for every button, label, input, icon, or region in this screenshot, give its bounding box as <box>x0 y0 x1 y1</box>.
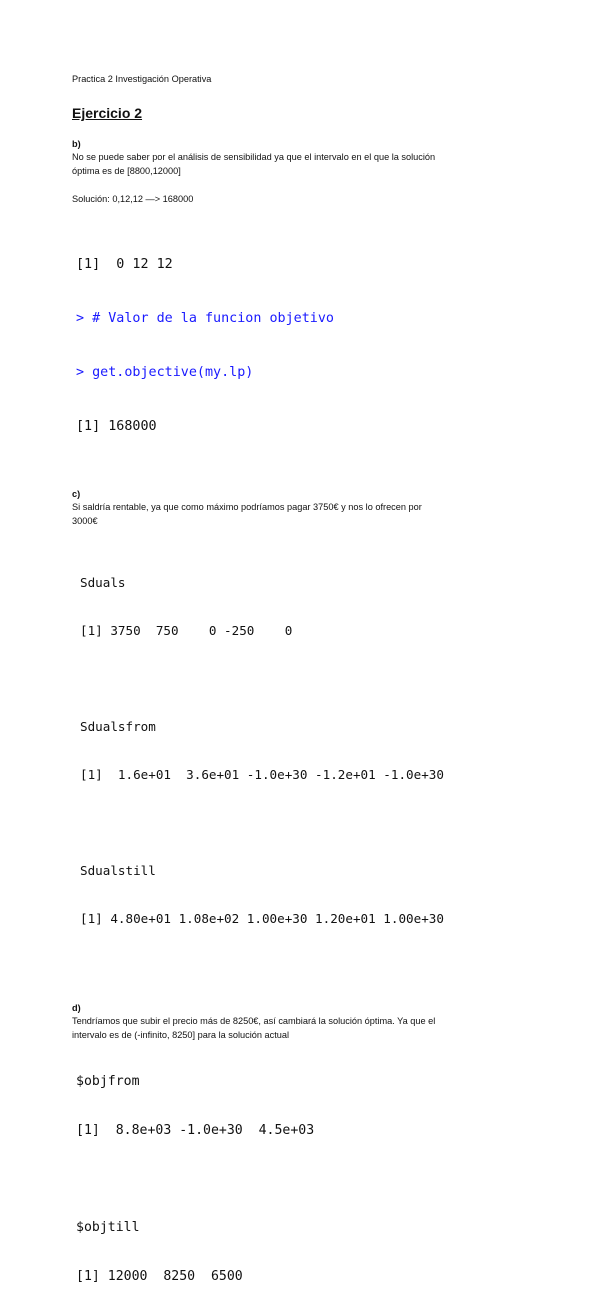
code-objtill-name: $objtill <box>76 1220 140 1235</box>
section-d-paragraph-line1: Tendríamos que subir el precio más de 8250€, así cambiará la solución óptima. Ya que el <box>72 1016 436 1026</box>
code-objtill-values: [1] 12000 8250 6500 <box>76 1269 243 1284</box>
code-objfrom-name: $objfrom <box>76 1074 140 1089</box>
section-d-label: d) <box>72 1003 81 1013</box>
section-c-paragraph-line2: 3000€ <box>72 516 98 526</box>
section-c-label: c) <box>72 489 81 499</box>
section-d-code-block <box>76 1042 532 1316</box>
section-b-paragraph-line1: No se puede saber por el análisis de sensibilidad ya que el intervalo en el que la solución <box>72 152 436 162</box>
code-dualstill-name: Sdualstill <box>80 863 156 878</box>
page-header: Practica 2 Investigación Operativa <box>72 74 212 84</box>
page-title: Ejercicio 2 <box>72 105 143 121</box>
code-gap <box>80 670 532 688</box>
section-b-label: b) <box>72 139 81 149</box>
code-dualstill-values: [1] 4.80e+01 1.08e+02 1.00e+30 1.20e+01 1.00e+30 <box>80 911 444 926</box>
section-d <box>72 1002 532 1316</box>
code-dualsfrom-name: Sdualsfrom <box>80 719 156 734</box>
code-objfrom-values: [1] 8.8e+03 -1.0e+30 4.5e+03 <box>76 1123 315 1138</box>
code-gap <box>76 1170 532 1188</box>
code-output-line: [1] 168000 <box>76 419 157 434</box>
section-b-solution: Solución: 0,12,12 —> 168000 <box>72 194 194 204</box>
code-comment-line: > # Valor de la funcion objetivo <box>76 311 334 326</box>
code-gap <box>80 814 532 832</box>
code-duals-values: [1] 3750 750 0 -250 0 <box>80 623 293 638</box>
document-body <box>72 72 532 1316</box>
section-c-code-block <box>80 544 532 958</box>
section-b-paragraph-line2: óptima es de [8800,12000] <box>72 166 181 176</box>
section-c-paragraph-line1: Si saldría rentable, ya que como máximo podríamos pagar 3750€ y nos lo ofrecen por <box>72 502 422 512</box>
section-c <box>72 488 532 958</box>
section-b <box>72 138 532 472</box>
code-line: [1] 0 12 12 <box>76 257 173 272</box>
section-d-paragraph-line2: intervalo es de (-infinito, 8250] para la solución actual <box>72 1030 290 1040</box>
code-command-line: > get.objective(my.lp) <box>76 365 254 380</box>
code-dualsfrom-values: [1] 1.6e+01 3.6e+01 -1.0e+30 -1.2e+01 -1.0e+30 <box>80 767 444 782</box>
code-duals-name: Sduals <box>80 575 126 590</box>
section-b-code-block <box>76 220 532 472</box>
